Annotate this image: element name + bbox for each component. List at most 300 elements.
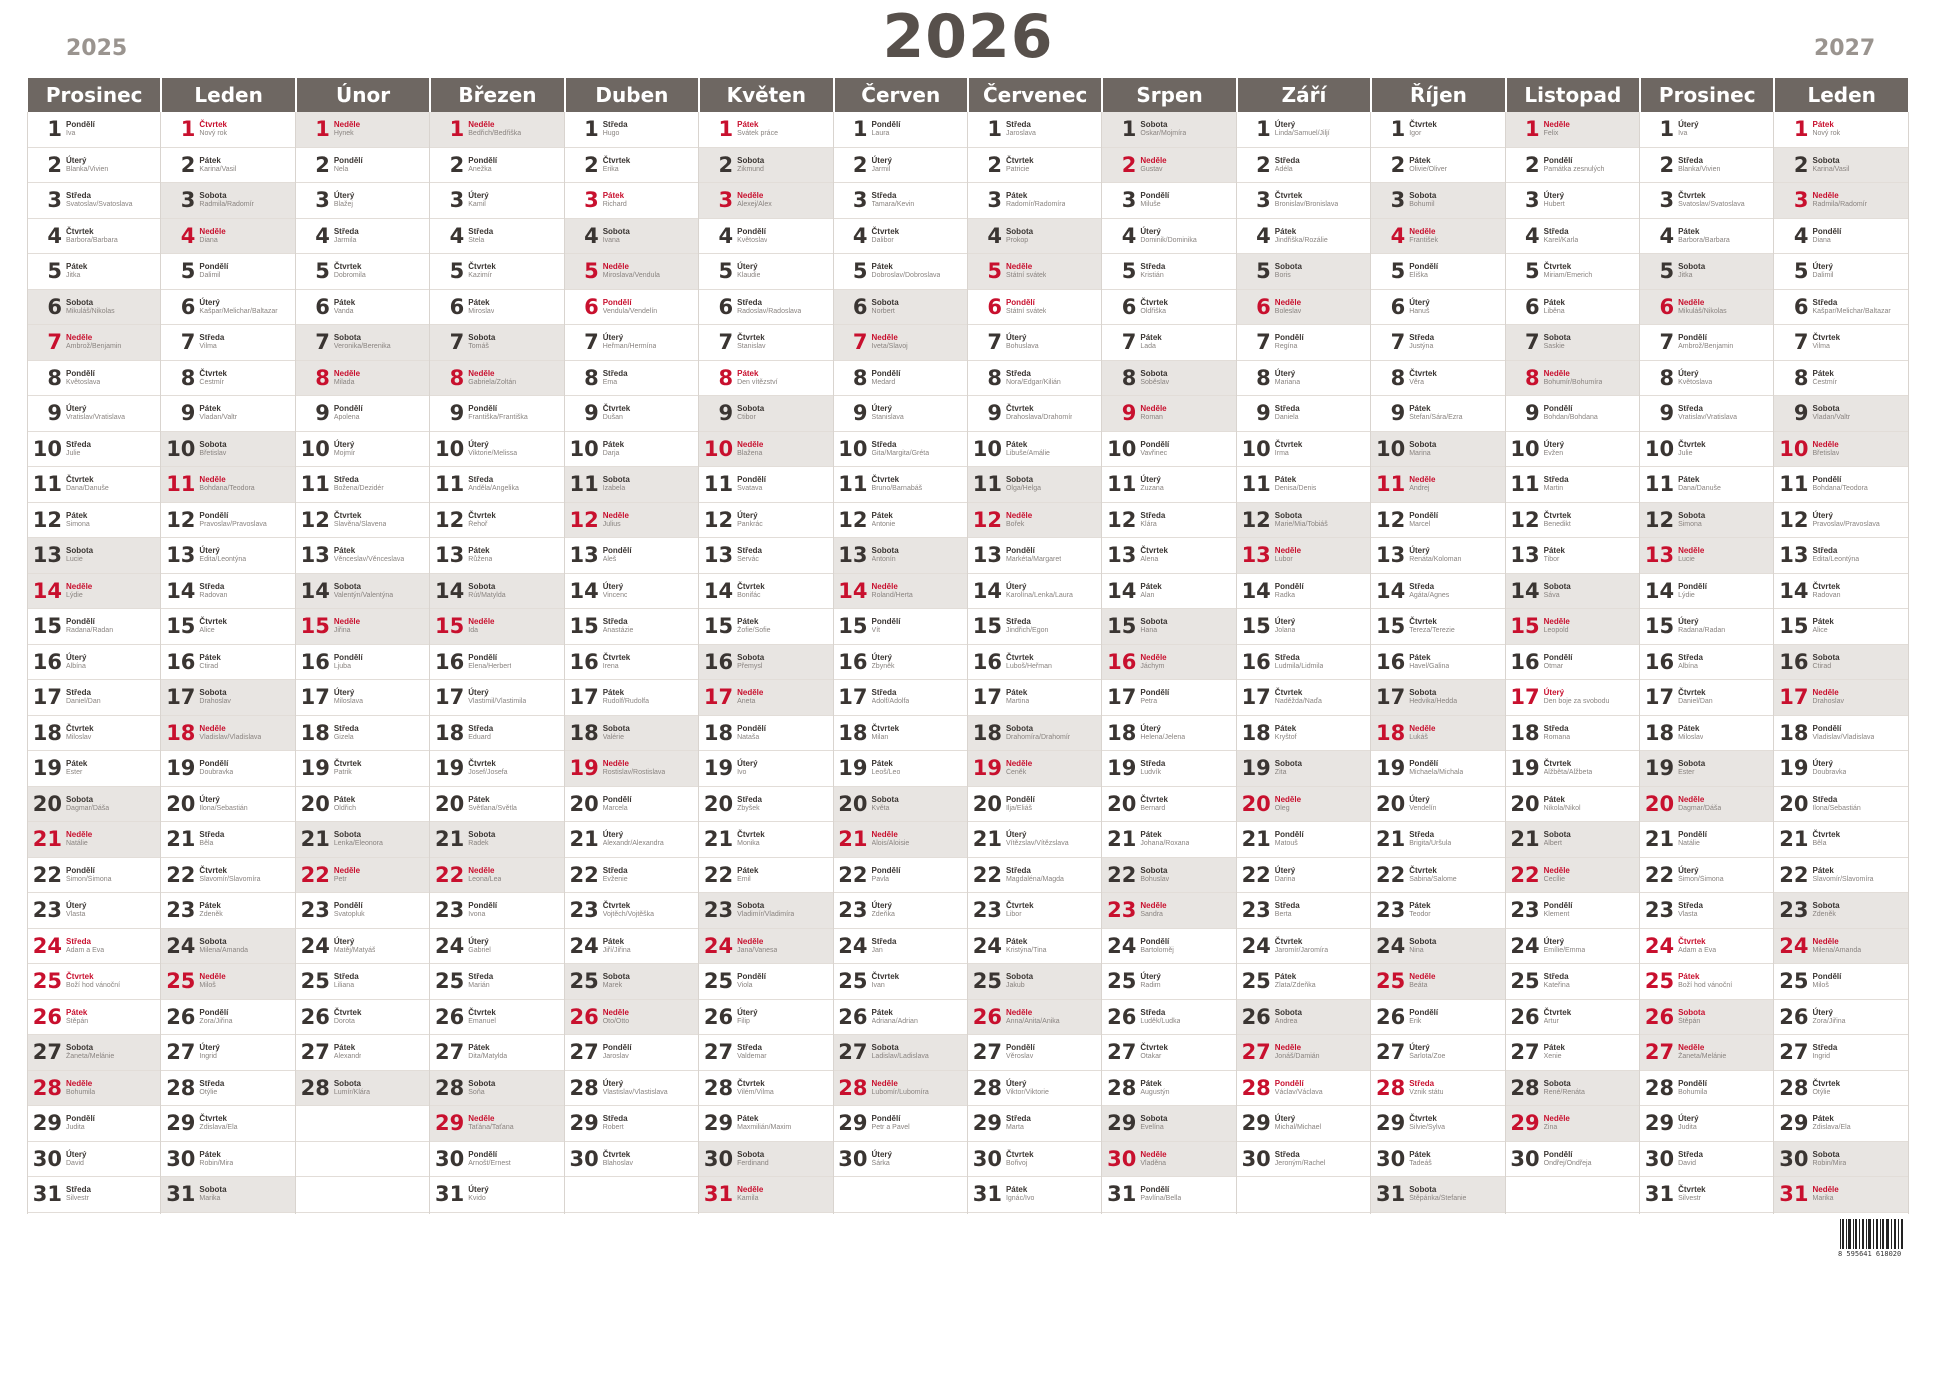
name-day: Bohumila [1678,1088,1708,1096]
day-row [430,1035,563,1071]
day-label [737,440,763,458]
day-label [66,617,113,635]
name-day: Růžena [468,556,493,564]
day-number: 19 [1644,756,1675,781]
day-number: 10 [703,436,734,461]
day-row [1774,219,1907,255]
day-row [834,716,967,752]
day-number: 4 [852,223,868,248]
day-label [603,404,631,422]
weekday-name: Neděle [199,475,226,485]
weekday-name: Pátek [1274,226,1297,236]
day-row [296,822,429,858]
name-day: Darina [1274,875,1296,883]
day-label [1006,972,1033,990]
day-row [699,183,832,219]
day-label [1544,333,1571,351]
day-row [1506,1106,1639,1142]
day-number: 6 [987,294,1002,319]
name-day: Rudolf/Rudolfa [602,698,649,706]
day-label [603,724,630,742]
day-label [1006,653,1052,671]
day-label [66,759,87,777]
day-row [430,467,563,503]
weekday-name: Středa [737,794,763,804]
day-label [1678,333,1733,351]
weekday-name: Neděle [1409,226,1436,236]
day-row [1774,361,1907,397]
name-day: Valérie [602,733,624,741]
day-number: 20 [1779,791,1809,816]
day-label [66,1043,114,1061]
day-row [968,716,1101,752]
empty-day [1506,1177,1639,1213]
day-number: 9 [1121,401,1137,426]
weekday-name: Neděle [1543,865,1570,875]
name-day: Kašpar/Melichar/Baltazar [199,307,278,315]
day-row [1371,1106,1504,1142]
day-number: 1 [449,117,465,142]
weekday-name: Sobota [1409,688,1437,698]
day-number: 24 [1510,933,1540,958]
weekday-name: Sobota [333,830,361,840]
day-label [1678,724,1703,742]
day-label [1275,511,1328,529]
name-day: Boží hod vánoční [1678,982,1733,990]
name-day: Adéla [1274,165,1293,173]
day-row [296,325,429,361]
weekday-name: Pondělí [1543,404,1573,414]
name-day: Kryštof [1274,733,1297,741]
day-label [468,688,526,706]
day-number: 18 [703,720,734,745]
day-row [1371,858,1504,894]
weekday-name: Neděle [66,830,93,840]
weekday-name: Úterý [199,794,220,804]
weekday-name: Pátek [871,262,893,272]
day-row [1506,148,1639,184]
day-label [1275,759,1302,777]
weekday-name: Pondělí [1005,794,1035,804]
day-number: 7 [584,330,599,355]
day-number: 22 [300,862,330,887]
day-row [565,361,698,397]
name-day: Štěpánka/Štefanie [1409,1195,1467,1203]
day-row [430,574,563,610]
day-label [1812,546,1859,564]
day-number: 21 [1107,827,1137,852]
weekday-name: Neděle [1409,972,1436,982]
day-row [1640,929,1773,965]
name-day: Lucie [1678,556,1695,564]
day-number: 24 [435,933,465,958]
day-label [1006,617,1048,635]
day-label [1544,1114,1570,1132]
weekday-name: Pondělí [871,120,901,130]
day-row [28,1071,160,1107]
day-number: 31 [703,1182,734,1207]
day-number: 7 [1121,330,1137,355]
name-day: Vilém/Vilma [737,1088,774,1096]
day-number: 10 [569,436,599,461]
day-number: 30 [435,1146,465,1171]
day-row [1774,1106,1907,1142]
day-number: 24 [1644,933,1675,958]
name-day: Boleslav [1274,307,1302,315]
day-number: 28 [166,1075,196,1100]
day-label [872,795,899,813]
day-row [296,964,429,1000]
weekday-name: Sobota [737,652,765,662]
day-number: 31 [1375,1182,1406,1207]
weekday-name: Neděle [737,1185,764,1195]
day-number: 21 [435,827,465,852]
weekday-name: Pondělí [1409,759,1439,769]
day-number: 2 [1659,152,1675,177]
name-day: Vratislav/Vratislava [1678,414,1738,422]
weekday-name: Neděle [333,368,361,378]
day-number: 1 [180,117,196,142]
day-label [872,120,901,138]
day-row [28,893,160,929]
weekday-name: Sobota [199,936,227,946]
day-number: 24 [972,933,1002,958]
day-row [699,680,832,716]
name-day: Ambrož/Benjamin [1678,343,1734,351]
day-row [1102,645,1235,681]
day-row [1102,680,1235,716]
empty-day [565,1177,698,1213]
weekday-name: Pondělí [1543,652,1573,662]
day-label [1140,937,1173,955]
day-row [968,325,1101,361]
day-row [968,538,1101,574]
name-day: Zdeněk [199,911,223,919]
day-number: 23 [569,898,599,923]
day-number: 4 [1793,223,1809,248]
day-number: 7 [180,330,196,355]
day-number: 17 [569,685,599,710]
weekday-name: Sobota [1005,475,1034,485]
day-row [1506,716,1639,752]
weekday-name: Úterý [333,191,355,201]
day-row [1640,858,1773,894]
weekday-name: Sobota [1005,723,1034,733]
day-number: 21 [1510,827,1540,852]
day-row [28,112,160,148]
day-number: 29 [1241,1111,1271,1136]
day-label [1275,1043,1320,1061]
day-number: 10 [32,436,62,461]
weekday-name: Pátek [468,794,490,804]
weekday-name: Čtvrtek [1409,368,1437,378]
weekday-name: Čtvrtek [199,120,227,130]
weekday-name: Čtvrtek [1140,1043,1168,1053]
day-label [1275,369,1300,387]
day-label [737,333,765,351]
weekday-name: Neděle [1678,794,1705,804]
day-number: 15 [166,614,196,639]
day-label [199,759,233,777]
name-day: Eliška [1409,272,1428,280]
day-number: 11 [838,472,868,497]
weekday-name: Neděle [199,972,226,982]
day-label [1409,617,1455,635]
day-number: 6 [1525,294,1540,319]
day-row [1506,1035,1639,1071]
day-row [1237,1071,1370,1107]
day-number: 27 [569,1040,599,1065]
day-label [872,972,900,990]
weekday-name: Pátek [602,936,625,946]
day-number: 23 [1241,898,1271,923]
name-day: Žaneta/Melánie [66,1053,115,1061]
day-row [565,183,698,219]
day-row [1774,858,1907,894]
name-day: Bruno/Barnabáš [871,485,923,493]
day-row [834,1142,967,1178]
weekday-name: Úterý [1678,368,1699,378]
day-row [161,1106,294,1142]
day-number: 31 [1644,1182,1675,1207]
weekday-name: Pátek [66,262,88,272]
name-day: Augustýn [1140,1088,1170,1096]
weekday-name: Pondělí [737,226,766,236]
day-row [296,361,429,397]
day-number: 17 [703,685,734,710]
month-days [1371,112,1505,1214]
day-number: 30 [1779,1146,1809,1171]
name-day: Pavlína/Bella [1140,1195,1182,1203]
day-row [1774,538,1907,574]
weekday-name: Pátek [199,652,221,662]
day-row [161,219,294,255]
day-label [468,440,517,458]
day-number: 26 [703,1004,734,1029]
day-row [699,1106,832,1142]
weekday-name: Sobota [737,901,765,911]
day-number: 25 [1510,969,1540,994]
weekday-name: Neděle [1812,439,1839,449]
weekday-name: Pondělí [1409,262,1439,272]
day-number: 31 [1779,1182,1809,1207]
day-label [1812,795,1860,813]
day-number: 2 [987,152,1002,177]
weekday-name: Úterý [737,759,758,769]
day-row [1774,751,1907,787]
weekday-name: Pondělí [1678,830,1707,840]
day-number: 12 [300,507,330,532]
day-row [565,680,698,716]
day-number: 18 [435,720,465,745]
day-label [1678,759,1705,777]
day-row [1640,219,1773,255]
name-day: Ondřej/Ondřeja [1543,1159,1592,1167]
day-row [1506,787,1639,823]
name-day: Anna/Anita/Anika [1005,1017,1060,1025]
name-day: Felix [1543,130,1559,138]
weekday-name: Pátek [1274,972,1297,982]
name-day: Gabriela/Zoltán [468,378,517,386]
day-row [1506,538,1639,574]
day-number: 18 [166,720,196,745]
day-number: 22 [166,862,196,887]
day-number: 16 [569,649,599,674]
day-label [468,759,507,777]
day-number: 11 [32,472,62,497]
day-number: 25 [1107,969,1137,994]
day-label [1140,1043,1168,1061]
day-label [66,333,121,351]
day-row [1774,148,1907,184]
weekday-name: Středa [1005,368,1031,378]
weekday-name: Čtvrtek [602,155,631,165]
day-number: 14 [32,578,62,603]
day-row [430,893,563,929]
name-day: Karina/Vasil [1812,165,1850,173]
weekday-name: Sobota [1812,901,1840,911]
day-row [1237,645,1370,681]
day-number: 14 [1241,578,1271,603]
day-label [66,440,91,458]
name-day: Regína [1274,343,1298,351]
name-day: Erika [602,165,619,173]
day-number: 18 [300,720,330,745]
day-label [872,298,899,316]
day-label [603,262,660,280]
day-label [603,1008,629,1026]
name-day: Matěj/Matyáš [333,946,376,954]
weekday-name: Pátek [1409,652,1431,662]
day-number: 8 [449,365,465,390]
day-number: 2 [1121,152,1137,177]
day-row [1640,574,1773,610]
name-day: Lýdie [1678,591,1695,599]
weekday-name: Středa [1543,475,1569,485]
day-label [199,937,248,955]
weekday-name: Pátek [602,688,625,698]
day-label [1544,440,1564,458]
name-day: Nový rok [1812,130,1841,138]
weekday-name: Úterý [871,155,892,165]
day-number: 11 [972,472,1002,497]
day-row [161,183,294,219]
day-row [1237,893,1370,929]
day-row [968,787,1101,823]
day-label [1812,404,1850,422]
name-day: Linda/Samuel/Jiljí [1274,130,1330,138]
weekday-name: Čtvrtek [1812,830,1841,840]
day-label [603,546,632,564]
day-label [1544,262,1593,280]
day-number: 21 [300,827,330,852]
name-day: Lenka/Eleonora [333,840,383,848]
weekday-name: Středa [1274,1149,1300,1159]
name-day: Iva [1678,130,1688,138]
day-label [1006,901,1034,919]
weekday-name: Středa [871,688,897,698]
day-row [1640,1177,1773,1213]
day-row [1506,183,1639,219]
day-number: 20 [300,791,330,816]
day-label [1140,617,1167,635]
month-days [1640,112,1774,1214]
day-row [430,432,563,468]
day-number: 10 [838,436,868,461]
name-day: Otýlie [199,1088,218,1096]
day-row [1102,964,1235,1000]
day-number: 30 [1510,1146,1540,1171]
day-label [199,298,277,316]
name-day: Rostislav/Rostislava [602,769,666,777]
day-label [334,546,404,564]
day-row [430,822,563,858]
day-label [1409,191,1436,209]
day-number: 5 [315,259,330,284]
day-row [430,1177,563,1213]
weekday-name: Úterý [66,652,87,662]
weekday-name: Neděle [1274,546,1302,556]
day-label [1544,901,1573,919]
day-label [872,759,901,777]
day-label [872,582,913,600]
weekday-name: Středa [1812,297,1838,307]
day-number: 12 [972,507,1002,532]
day-label [737,901,794,919]
day-row [1102,219,1235,255]
day-row [28,290,160,326]
day-number: 1 [47,117,62,142]
weekday-name: Sobota [66,1043,94,1053]
weekday-name: Pondělí [871,368,901,378]
day-label [334,227,359,245]
day-row [1774,325,1907,361]
weekday-name: Sobota [1409,1185,1437,1195]
weekday-name: Pondělí [871,617,901,627]
day-row [1640,290,1773,326]
name-day: Taťána/Taťana [468,1124,514,1132]
weekday-name: Neděle [1140,155,1167,165]
day-row [296,467,429,503]
name-day: Natálie [66,840,88,848]
day-row [699,432,832,468]
day-row [1371,1035,1504,1071]
name-day: Slavěna/Slavena [333,520,387,528]
day-label [66,795,109,813]
day-row [28,1035,160,1071]
weekday-name: Pátek [1274,723,1297,733]
day-row [296,680,429,716]
day-number: 20 [166,791,196,816]
day-label [872,404,904,422]
day-row [296,112,429,148]
day-row [1237,361,1370,397]
day-number: 10 [972,436,1002,461]
day-row [1774,112,1907,148]
day-row [1102,432,1235,468]
weekday-name: Pátek [737,368,759,378]
weekday-name: Neděle [1274,1043,1302,1053]
day-row [834,964,967,1000]
day-label [1678,404,1737,422]
weekday-name: Úterý [1409,794,1430,804]
weekday-name: Neděle [1005,510,1033,520]
weekday-name: Pondělí [333,901,363,911]
weekday-name: Neděle [871,830,898,840]
day-number: 4 [1390,223,1406,248]
day-label [1006,298,1046,316]
weekday-name: Středa [1678,901,1703,911]
